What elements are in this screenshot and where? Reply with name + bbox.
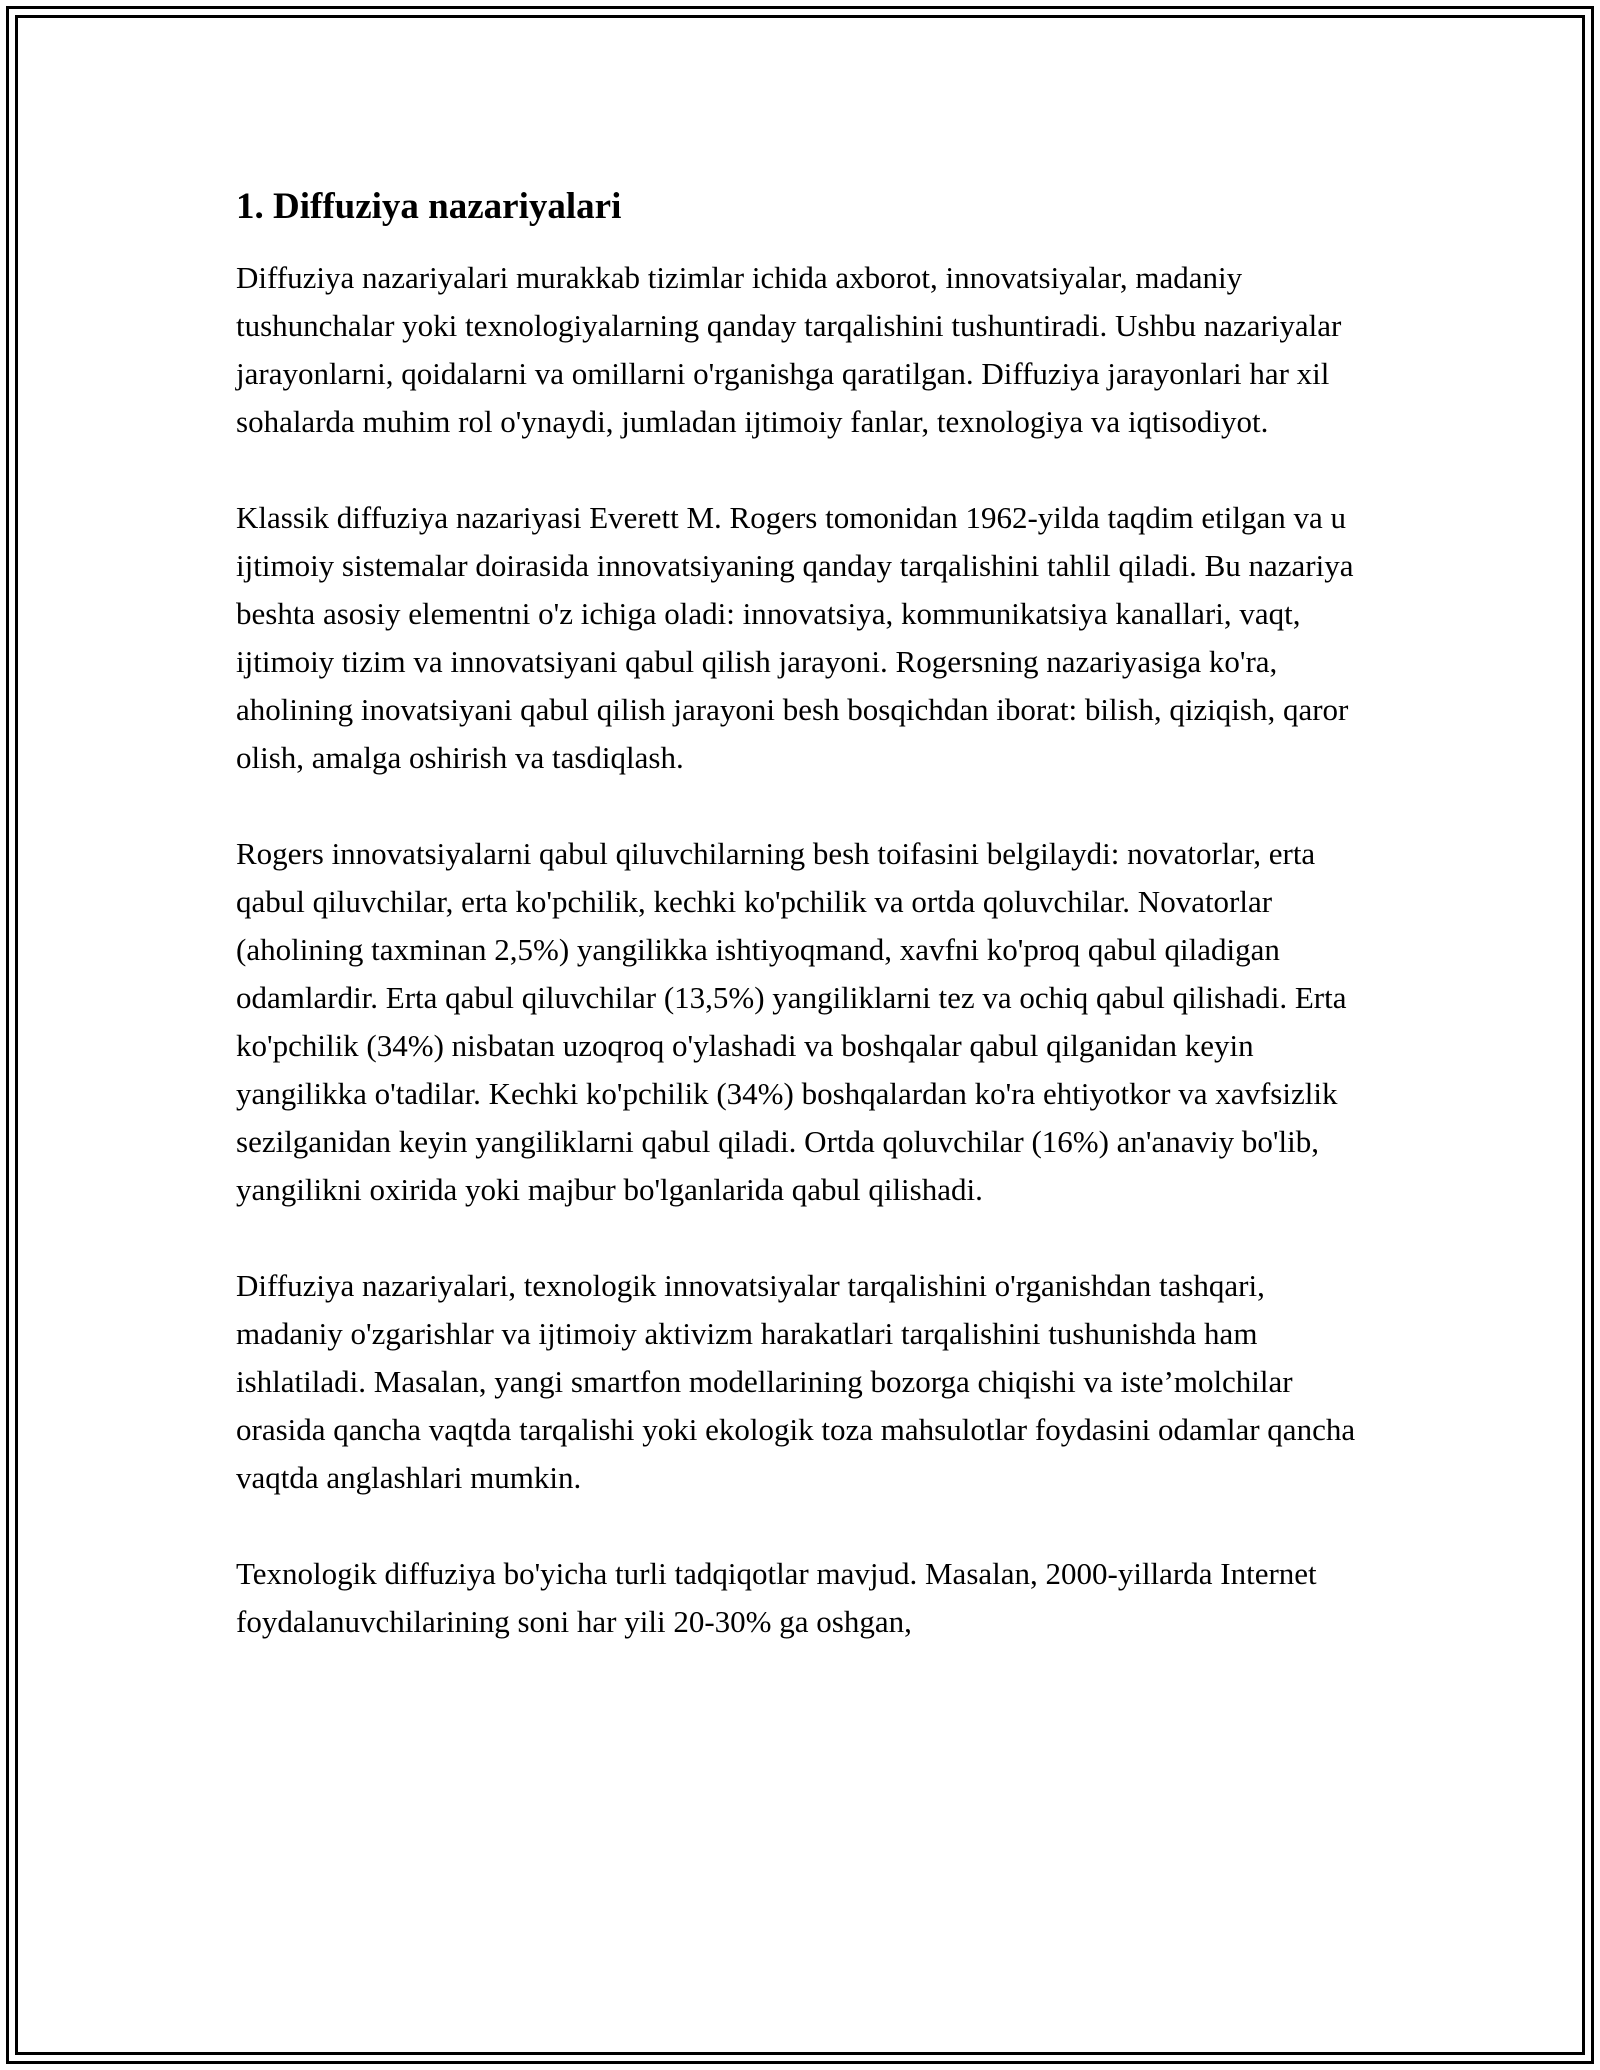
paragraph-tech-diffusion: Texnologik diffuziya bo'yicha turli tadqiqotlar mavjud. Masalan, 2000-yillarda Internet foydalanuvchilarining soni har yili 20-30% ga oshgan,: [236, 1556, 1317, 1640]
paragraph-adopter-categories: Rogers innovatsiyalarni qabul qiluvchilarning besh toifasini belgilaydi: novatorlar, erta qabul qiluvchilar, erta ko'pchilik, kechki ko'pchilik va ortda qoluvchilar. Novatorlar (aholining taxminan 2,5%) yangilikka ishtiyoqmand, xavfni ko'proq qabul qiladigan odamlardir. Erta qabul qiluvchilar (13,5%) yangiliklarni tez va ochiq qabul qilishadi. Erta ko'pchilik (34%) nisbatan uzoqroq o'ylashadi va boshqalar qabul qilganidan keyin yangilikka o'tadilar. Kechki ko'pchilik (34%) boshqalardan ko'ra ehtiyotkor va xavfsizlik sezilganidan keyin yangiliklarni qabul qiladi. Ortda qoluvchilar (16%) an'anaviy bo'lib, yangilikni oxirida yoki majbur bo'lganlarida qabul qilishadi.: [236, 836, 1347, 1208]
paragraph-applications: Diffuziya nazariyalari, texnologik innovatsiyalar tarqalishini o'rganishdan tashqari, madaniy o'zgarishlar va ijtimoiy aktivizm harakatlari tarqalishini tushunishda ham ishlatiladi. Masalan, yangi smartfon modellarining bozorga chiqishi va iste’molchilar orasida qancha vaqtda tarqalishi yoki ekologik toza mahsulotlar foydasini odamlar qancha vaqtda anglashlari mumkin.: [236, 1268, 1356, 1496]
paragraph-rogers-theory: Klassik diffuziya nazariyasi Everett M. Rogers tomonidan 1962-yilda taqdim etilgan va u ijtimoiy sistemalar doirasida innovatsiyaning qanday tarqalishini tahlil qiladi. Bu nazariya beshta asosiy elementni o'z ichiga oladi: innovatsiya, kommunikatsiya kanallari, vaqt, ijtimoiy tizim va innovatsiyani qabul qilish jarayoni. Rogersning nazariyasiga ko'ra, aholining inovatsiyani qabul qilish jarayoni besh bosqichdan iborat: bilish, qiziqish, qaror olish, amalga oshirish va tasdiqlash.: [236, 500, 1354, 776]
section-heading: 1. Diffuziya nazariyalari: [236, 186, 622, 227]
paragraph-intro: Diffuziya nazariyalari murakkab tizimlar ichida axborot, innovatsiyalar, madaniy tushunchalar yoki texnologiyalarning qanday tarqalishini tushuntiradi. Ushbu nazariyalar jarayonlarni, qoidalarni va omillarni o'rganishga qaratilgan. Diffuziya jarayonlari har xil sohalarda muhim rol o'ynaydi, jumladan ijtimoiy fanlar, texnologiya va iqtisodiyot.: [236, 260, 1342, 440]
document-body: [236, 184, 1376, 1694]
